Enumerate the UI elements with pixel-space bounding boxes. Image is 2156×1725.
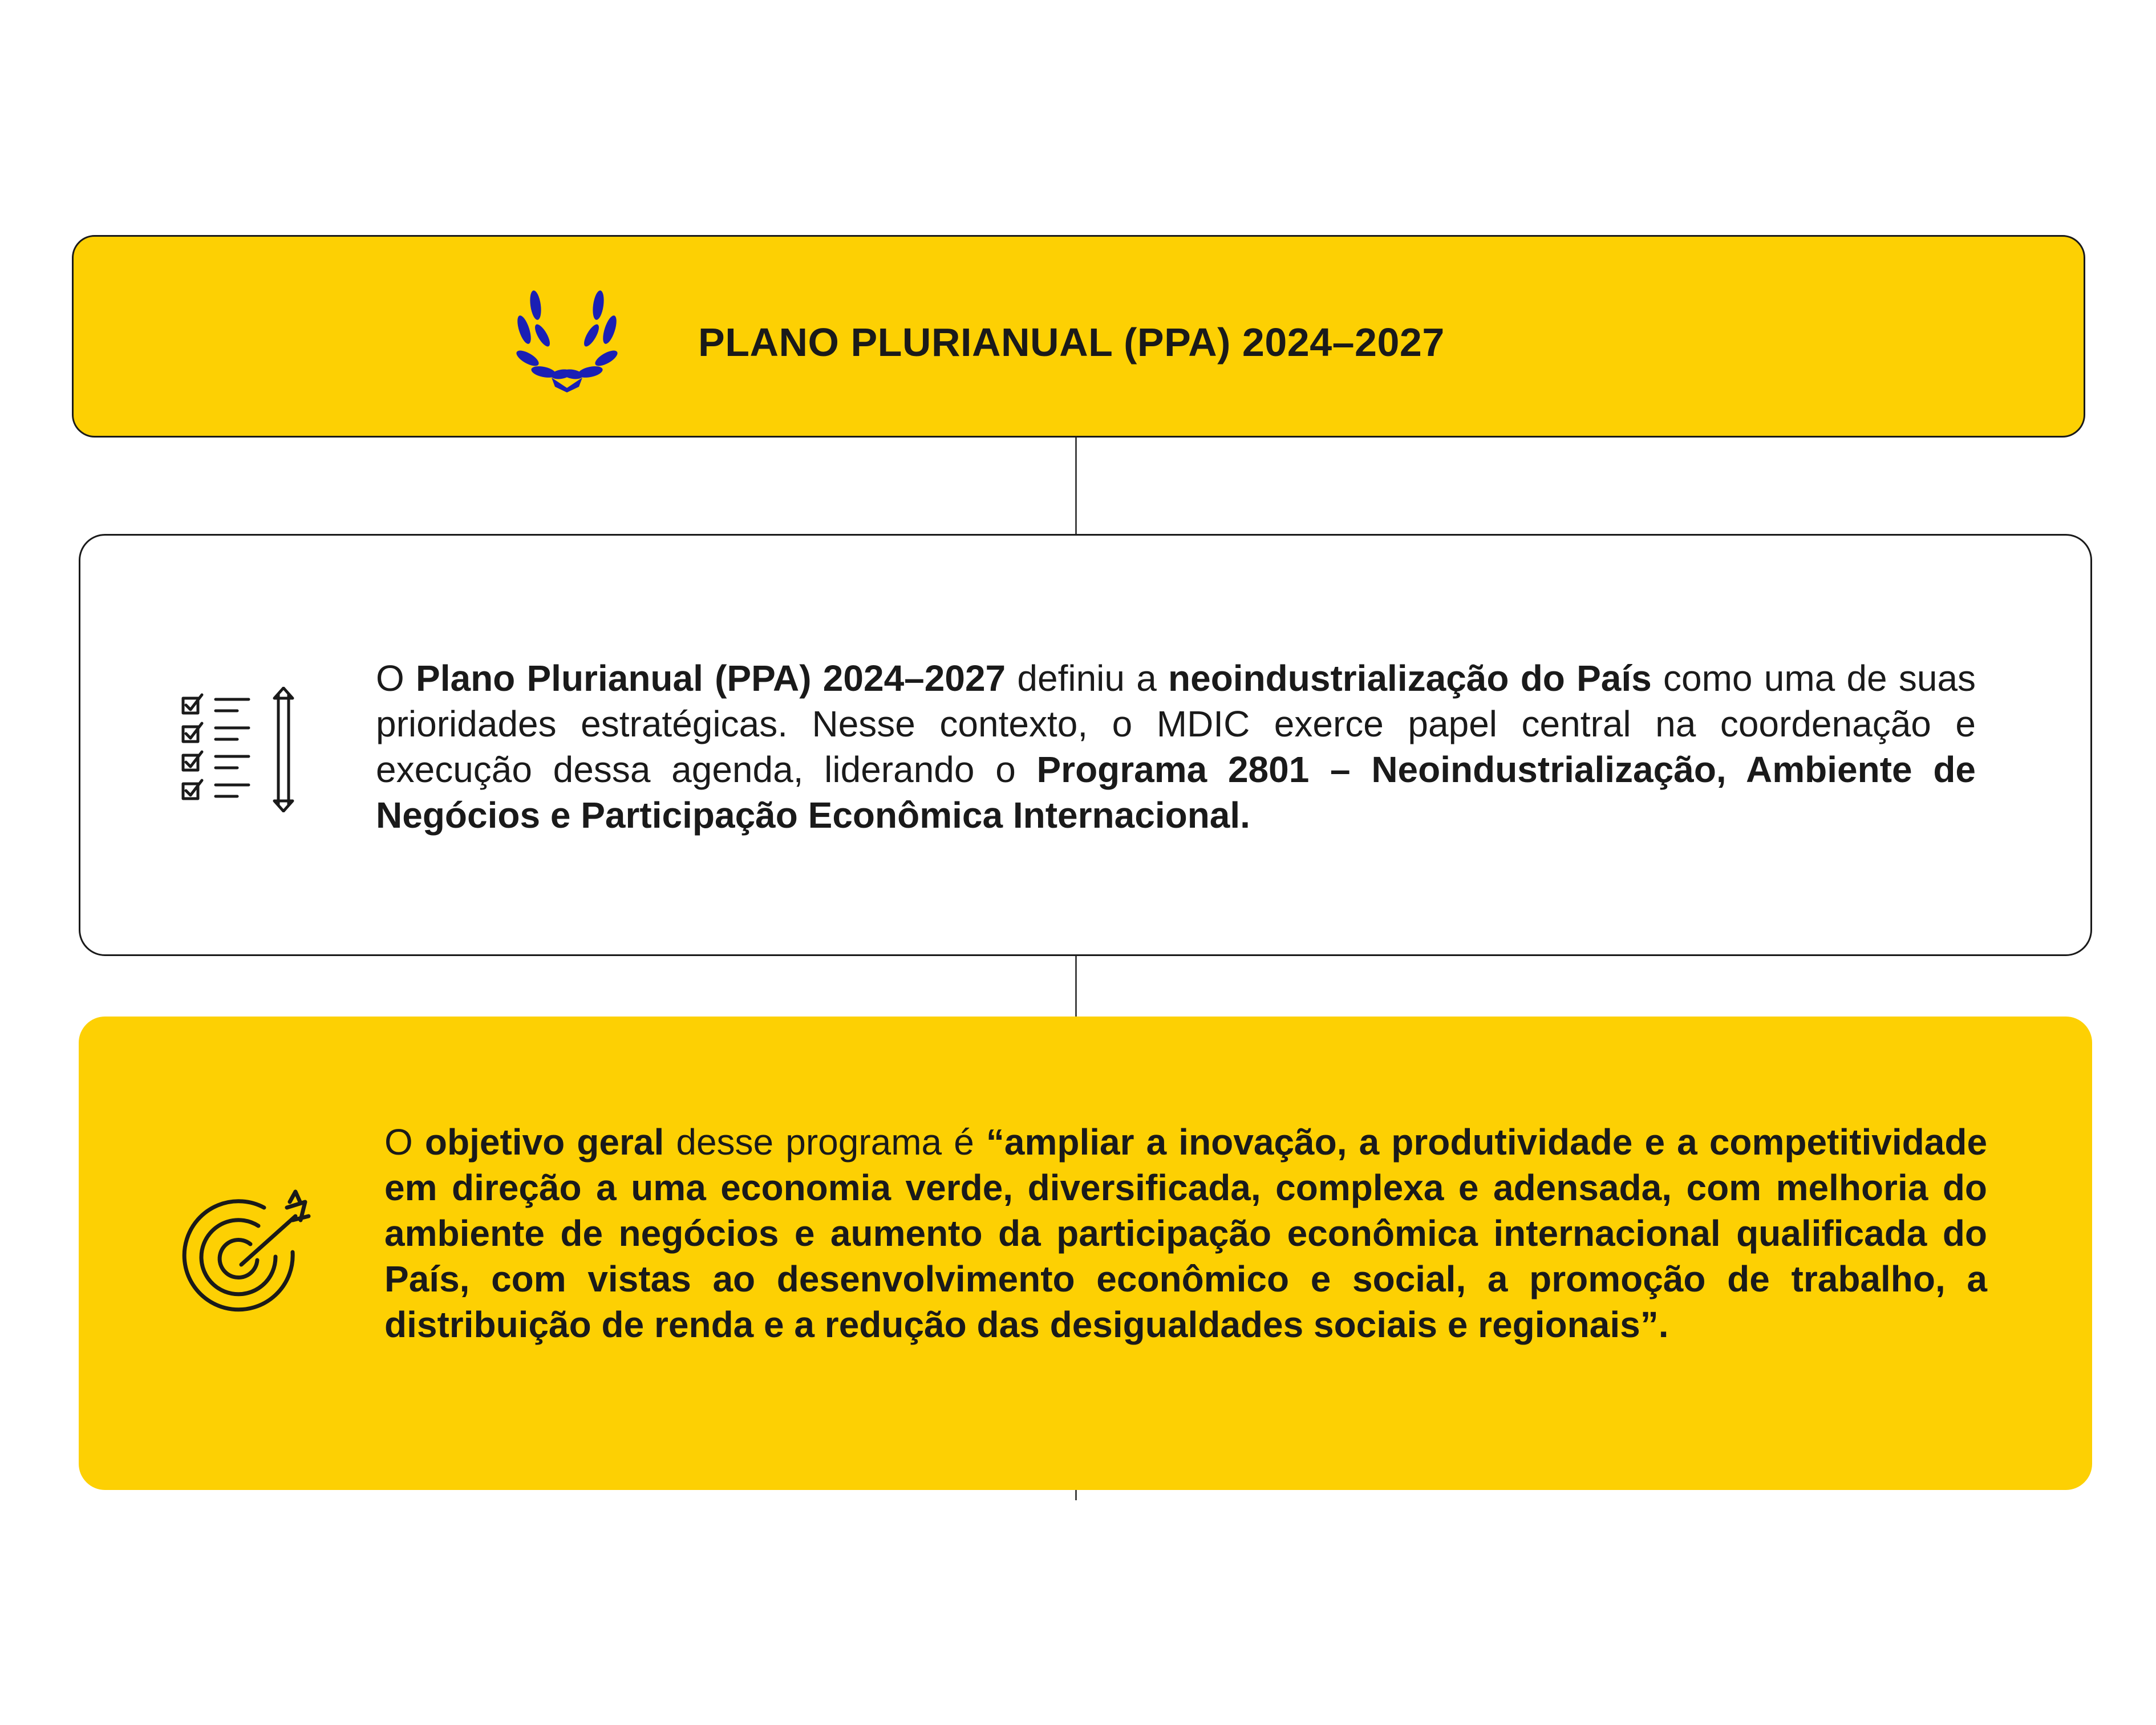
laurel-wreath-icon [507,274,627,394]
intro-text-plain-3: como uma de suas prioridades estratégicas. Nesse contexto, o MDIC exerce papel central na coordenação e execução dessa agenda, liderando o [376,658,1976,790]
connector-line-top [1075,438,1077,534]
target-icon [179,1185,321,1327]
intro-box [79,534,2092,956]
intro-text-plain-2: definiu a [1006,658,1169,699]
intro-paragraph [376,655,1976,838]
intro-text-ppa: Plano Plurianual (PPA) 2024–2027 [416,658,1006,699]
objective-text-quote: “ampliar a inovação, a produtividade e a competitividade em direção a uma economia verde, diversificada, complexa e adensada, com melhoria do ambiente de negócios e aumento da participação econômica internacional qualificada do País, com vistas ao desenvolvimento econômico e social, a promoção de trabalho, a distribuição de renda e a redução das desigualdades sociais e regionais”. [384,1121,1988,1345]
objective-paragraph [384,1119,1987,1347]
objective-text-objetivo-geral: objetivo geral [424,1121,664,1163]
header-title: PLANO PLURIANUAL (PPA) 2024–2027 [698,320,1445,365]
objective-box [79,1017,2092,1490]
intro-text-programa: Programa 2801 – Neoindustrialização, Ambiente de Negócios e Participação Econômica Internacional. [376,749,1976,836]
header-box [72,235,2085,438]
objective-text-plain-2: desse programa é [664,1121,986,1163]
checklist-icon [180,687,311,812]
objective-text-plain-1: O [384,1121,425,1163]
connector-line-middle [1075,956,1077,1017]
connector-line-bottom [1075,1490,1077,1500]
intro-text-plain-1: O [376,658,416,699]
intro-text-neoindustrializacao: neoindustrialização do País [1168,658,1652,699]
